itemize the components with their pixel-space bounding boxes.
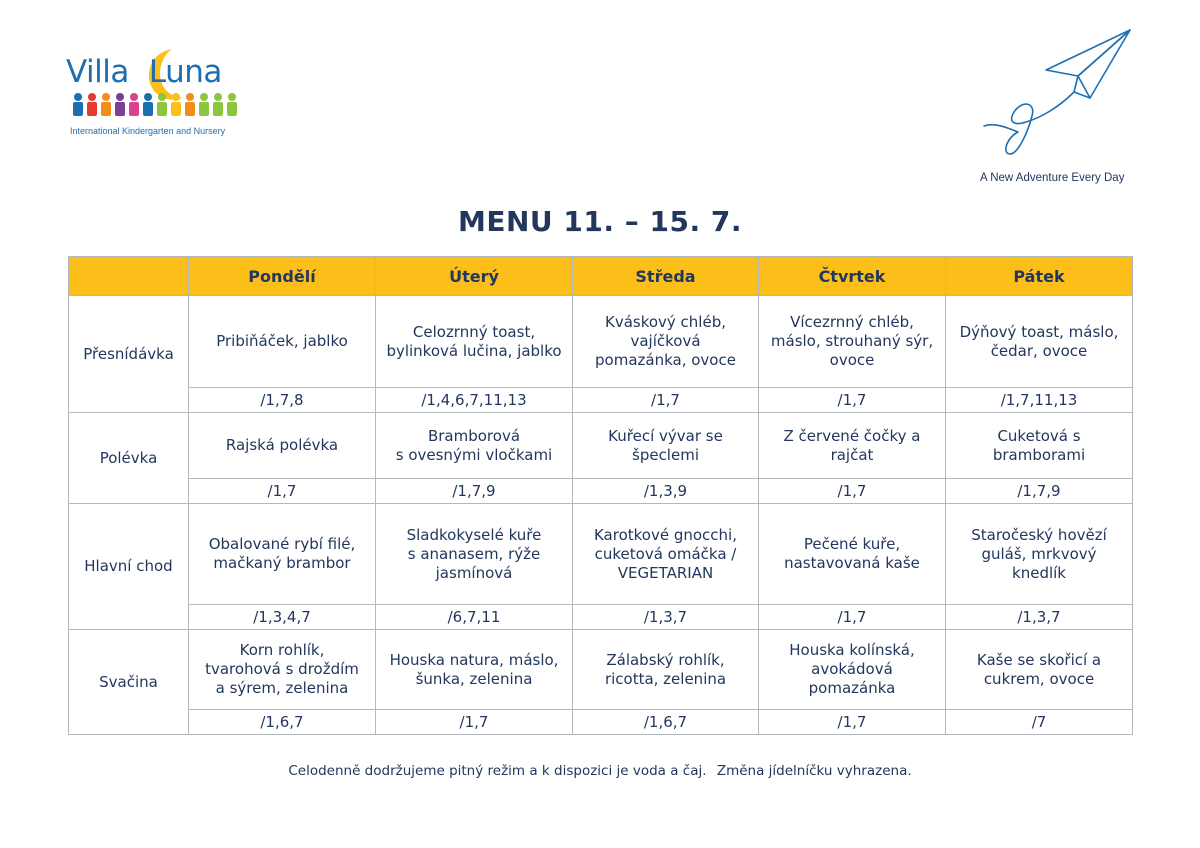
- logo-name-luna: Luna: [148, 54, 222, 90]
- villa-luna-logo: [64, 44, 254, 144]
- meal-cell: Obalované rybí filé, mačkaný brambor: [189, 504, 376, 605]
- row-label: Polévka: [69, 413, 189, 504]
- meal-cell: Celozrnný toast, bylinková lučina, jablko: [376, 296, 573, 388]
- meal-cell: Bramborová s ovesnými vločkami: [376, 413, 573, 479]
- meal-cell: Zálabský rohlík, ricotta, zelenina: [573, 630, 759, 710]
- allergen-cell: /1,7,9: [376, 479, 573, 504]
- day-header: Čtvrtek: [759, 257, 946, 296]
- menu-change-disclaimer: Změna jídelníčku vyhrazena.: [716, 763, 912, 779]
- allergen-cell: /1,7: [759, 388, 946, 413]
- meal-cell: Houska kolínská, avokádová pomazánka: [759, 630, 946, 710]
- allergen-cell: /7: [946, 710, 1133, 735]
- meal-cell: Kuřecí vývar se špeclemi: [573, 413, 759, 479]
- meal-cell: Karotkové gnocchi, cuketová omáčka / VEGETARIAN: [573, 504, 759, 605]
- meal-cell: Rajská polévka: [189, 413, 376, 479]
- children-figures-icon: [70, 92, 240, 118]
- allergen-row: [69, 479, 1133, 504]
- meal-row: [69, 296, 1133, 388]
- allergen-cell: /1,3,9: [573, 479, 759, 504]
- allergen-cell: /1,7,8: [189, 388, 376, 413]
- logo-name-villa: Villa: [66, 54, 129, 90]
- header-corner: [69, 257, 189, 296]
- allergen-cell: /1,6,7: [189, 710, 376, 735]
- meal-cell: Z červené čočky a rajčat: [759, 413, 946, 479]
- page-title: MENU 11. – 15. 7.: [458, 205, 742, 238]
- meal-cell: Houska natura, máslo, šunka, zelenina: [376, 630, 573, 710]
- allergen-cell: /1,7: [376, 710, 573, 735]
- allergen-cell: /1,3,7: [946, 605, 1133, 630]
- meal-cell: Pečené kuře, nastavovaná kaše: [759, 504, 946, 605]
- allergen-cell: /1,7: [189, 479, 376, 504]
- day-header: Pátek: [946, 257, 1133, 296]
- allergen-cell: /1,7,11,13: [946, 388, 1133, 413]
- allergen-row: [69, 710, 1133, 735]
- meal-row: [69, 504, 1133, 605]
- meal-cell: Staročeský hovězí guláš, mrkvový knedlík: [946, 504, 1133, 605]
- meal-cell: Kváskový chléb, vajíčková pomazánka, ovoce: [573, 296, 759, 388]
- allergen-cell: /1,7: [759, 710, 946, 735]
- menu-table: [68, 256, 1133, 735]
- day-header: Úterý: [376, 257, 573, 296]
- meal-cell: Korn rohlík, tvarohová s droždím a sýrem, zelenina: [189, 630, 376, 710]
- allergen-cell: /1,3,4,7: [189, 605, 376, 630]
- allergen-cell: /1,7: [573, 388, 759, 413]
- row-label: Přesnídávka: [69, 296, 189, 413]
- meal-cell: Vícezrnný chléb, máslo, strouhaný sýr, ovoce: [759, 296, 946, 388]
- allergen-cell: /6,7,11: [376, 605, 573, 630]
- allergen-cell: /1,6,7: [573, 710, 759, 735]
- logo-subtitle: International Kindergarten and Nursery: [70, 126, 226, 136]
- meal-cell: Cuketová s bramborami: [946, 413, 1133, 479]
- allergen-row: [69, 388, 1133, 413]
- day-header: Středa: [573, 257, 759, 296]
- day-header: Pondělí: [189, 257, 376, 296]
- row-label: Svačina: [69, 630, 189, 735]
- meal-cell: Kaše se skořicí a cukrem, ovoce: [946, 630, 1133, 710]
- allergen-row: [69, 605, 1133, 630]
- meal-row: [69, 413, 1133, 479]
- allergen-cell: /1,7,9: [946, 479, 1133, 504]
- allergen-cell: /1,7: [759, 605, 946, 630]
- row-label: Hlavní chod: [69, 504, 189, 630]
- paper-plane-icon: [978, 26, 1138, 161]
- allergen-cell: /1,7: [759, 479, 946, 504]
- allergen-cell: /1,4,6,7,11,13: [376, 388, 573, 413]
- meal-cell: Dýňový toast, máslo, čedar, ovoce: [946, 296, 1133, 388]
- drinking-regime-note: Celodenně dodržujeme pitný režim a k dispozici je voda a čaj.: [288, 763, 707, 779]
- allergen-cell: /1,3,7: [573, 605, 759, 630]
- meal-cell: Pribiňáček, jablko: [189, 296, 376, 388]
- tagline: A New Adventure Every Day: [980, 172, 1125, 184]
- meal-row: [69, 630, 1133, 710]
- footer-note: [0, 763, 1200, 779]
- meal-cell: Sladkokyselé kuře s ananasem, rýže jasmínová: [376, 504, 573, 605]
- table-header-row: [69, 257, 1133, 296]
